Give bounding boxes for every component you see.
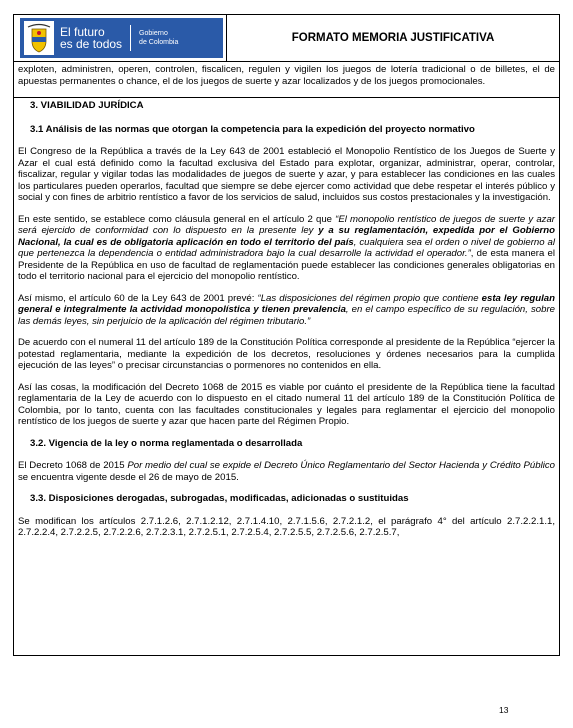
p2-quote: “El monopolio rentístico de juegos de suerte y azar será ejercido de conformidad con lo dispuesto en la presente ley — [18, 213, 555, 236]
section-3-heading: 3. VIABILIDAD JURÍDICA — [30, 100, 144, 111]
document-body — [13, 62, 560, 656]
p6-text-c: se encuentra vigente desde el 26 de mayo de 2015. — [18, 471, 239, 483]
logo-divider — [130, 25, 131, 51]
paragraph-modifications: Se modifican los artículos 2.7.1.2.6, 2.7.1.2.12, 2.7.1.4.10, 2.7.1.5.6, 2.7.2.1.2, el parágrafo 4° del artículo 2.7.2.2.1.1, 2.7.2.2.4, 2.7.2.2.5, 2.7.2.2.6, 2.7.2.3.1, 2.7.2.5.1, 2.7.2.5.4, 2.7.2.5.5, 2.7.2.5.6, 2.7.2.5.7, — [18, 515, 555, 538]
logo-cell — [14, 15, 227, 61]
paragraph-vigencia — [18, 460, 555, 483]
logo-line-1: El futuro — [60, 25, 105, 39]
intro-paragraph: exploten, administren, operen, controlen, fiscalicen, regulen y vigilen los juegos de lotería tradicional o de billetes, el de apuestas permanentes o chance, el de los juegos de suerte y azar localizados y de los juegos promocionales. — [14, 62, 559, 98]
p3-quote: “Las disposiciones del régimen propio que contiene — [257, 292, 482, 304]
p2-quote-bold: y a su reglamentación, expedida por el Gobierno Nacional, la cual es de obligatoria aplicación en todo el territorio del país — [18, 225, 555, 248]
document-header — [13, 14, 560, 62]
paragraph-ley-643: El Congreso de la República a través de la Ley 643 de 2001 estableció el Monopolio Rentístico de los Juegos de Suerte y Azar el cual está definido como la facultad exclusiva del Estado para explotar, organizar, administrar, operar, controlar, fiscalizar, regular y vigilar todas las modalidades de juegos de suerte y azar, y para establecer las condiciones en las cuales los particulares pueden operarlos, facultad que siempre se debe ejercer como actividad que debe respetar el interés público y social y con fines de arbitrio rentístico a favor de los servicios de salud, incluidos sus costos prestacionales y la investigación. — [18, 146, 555, 203]
p3-quote-end: , en el campo específico de su regulación, sobre las demás leyes, sin perjuicio de la aplicación del régimen tributario.” — [18, 304, 555, 327]
section-3-1-heading: 3.1 Análisis de las normas que otorgan la competencia para la expedición del proyecto normativo — [30, 123, 475, 135]
document-page — [13, 14, 560, 656]
p6-italic: Por medio del cual se expide el Decreto Único Reglamentario del Sector Hacienda y Crédito Público — [127, 460, 555, 471]
paragraph-decreto-1068: Así las cosas, la modificación del Decreto 1068 de 2015 es viable por cuánto el presidente de la República tiene la facultad reglamentaria de la Ley de acuerdo con lo dispuesto en el citado numeral 11 del artículo 189 de la Constitución Política de Colombia, por lo tanto, cuenta con las facultades constitucionales y legales para reglamentar el ejercicio del monopolio rentístico de los juegos de suerte y azar que hacen parte del Régimen Propio. — [18, 381, 555, 427]
logo-gov-line-2: de Colombia — [139, 39, 179, 46]
paragraph-article-2 — [18, 214, 555, 283]
coat-of-arms-icon — [24, 21, 54, 55]
paragraph-article-60 — [18, 293, 555, 328]
p2-text-a: En este sentido, se establece como cláusula general en el artículo 2 que — [18, 213, 336, 225]
logo-slogan — [60, 26, 122, 50]
logo-gov-line-1: Gobierno — [139, 30, 168, 37]
logo-line-2: es de todos — [60, 37, 123, 51]
p2-quote-end: , cualquiera sea el orden o nivel de gobierno al que pertenezca la dependencia o entidad administradora bajo la cual desarrolle la actividad el operador.” — [18, 236, 555, 259]
section-3-3-heading: 3.3. Disposiciones derogadas, subrogadas, modificadas, adicionadas o sustituidas — [30, 493, 409, 504]
logo-government — [139, 29, 178, 47]
document-title: FORMATO MEMORIA JUSTIFICATIVA — [291, 32, 495, 44]
paragraph-article-189: De acuerdo con el numeral 11 del artículo 189 de la Constitución Política corresponde al presidente de la República “ejercer la potestad reglamentaria, mediante la expedición de los decretos, resoluciones y órdenes necesarios para la cumplida ejecución de las leyes” o precisar circunstancias o pormenores no contenidos en ella. — [18, 337, 555, 371]
p3-text-a: Así mismo, el artículo 60 de la Ley 643 de 2001 prevé: — [18, 292, 258, 304]
section-juridical-viability — [14, 98, 559, 655]
p2-text-e: , de esta manera el Presidente de la República en uso de facultad de reglamentación puede establecer las condiciones generales obligatorias en todo el territorio nacional para el ejercicio del monopolio rentístico. — [18, 248, 555, 282]
p3-quote-bold: esta ley regulan general e integralmente la actividad monopolística y tienen prevalencia — [18, 292, 555, 315]
section-3-2-heading: 3.2. Vigencia de la ley o norma reglamentada o desarrollada — [30, 437, 303, 449]
p6-text-a: El Decreto 1068 de 2015 — [18, 460, 128, 471]
government-logo — [20, 18, 223, 58]
page-number: 13 — [499, 705, 509, 715]
